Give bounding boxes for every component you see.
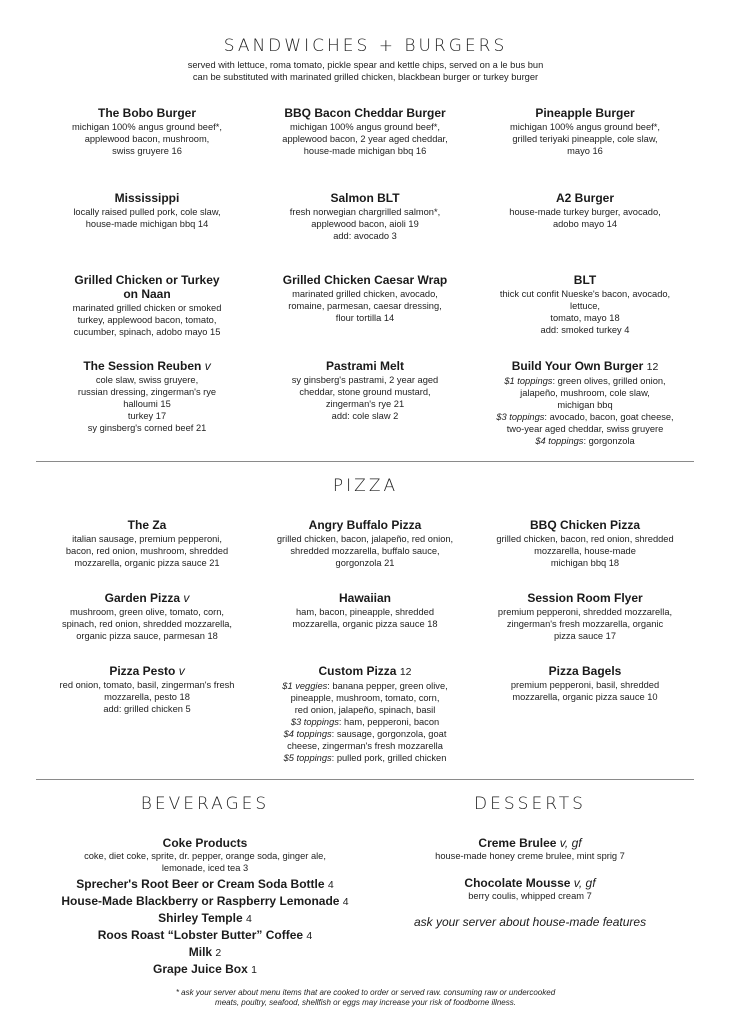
item-description [254, 206, 476, 242]
item-name: Hawaiian [338, 591, 392, 605]
menu-item-session-reuben [36, 359, 258, 434]
beverage-item [40, 961, 370, 978]
desc-line: turkey, applewood bacon, tomato, [77, 315, 217, 325]
desc-line: adobo mayo 14 [552, 219, 618, 229]
dessert-name [375, 876, 685, 890]
desc-line: sy ginsberg's pastrami, 2 year aged [291, 375, 439, 385]
desc-line: house-made michigan bbq 16 [303, 146, 427, 156]
menu-item-bbq-chicken-pizza [474, 518, 696, 569]
item-name [474, 359, 696, 374]
beverage-price: 4 [342, 896, 349, 908]
desc-line: jalapeño, mushroom, cole slaw, [520, 388, 650, 398]
beverages-title: BEVERAGES [140, 794, 270, 814]
item-name: The Bobo Burger [98, 106, 196, 120]
dessert-item-chocolate-mousse [375, 876, 685, 902]
item-name: Pineapple Burger [535, 106, 635, 120]
beverage-description: lemonade, iced tea 3 [161, 863, 249, 873]
desc-line [254, 716, 476, 728]
item-description [474, 375, 696, 447]
item-name [36, 359, 258, 373]
beverage-price: 2 [215, 947, 222, 959]
toppings-text: : pulled pork, grilled chicken [331, 753, 447, 763]
desc-line: organic pizza sauce, parmesan 18 [76, 631, 218, 641]
dessert-description: berry coulis, whipped cream 7 [468, 891, 592, 901]
beverage-item [40, 944, 370, 961]
dietary-qualifier: v [178, 664, 185, 678]
desc-line: gorgonzola 21 [335, 558, 395, 568]
item-description [254, 680, 476, 764]
toppings-label: $5 toppings [283, 753, 332, 763]
beverage-item [40, 876, 370, 893]
desc-line: michigan bbq 18 [550, 558, 620, 568]
beverage-name: Milk [188, 945, 213, 959]
item-name [36, 273, 258, 301]
pizza-title: PIZZA [332, 476, 399, 496]
item-description [474, 288, 696, 336]
desc-line: italian sausage, premium pepperoni, [72, 534, 222, 544]
desc-line: two-year aged cheddar, swiss gruyere [506, 424, 664, 434]
item-name-text: The Session Reuben [83, 359, 202, 373]
item-name: Mississippi [114, 191, 180, 205]
desc-line: mozzarella, organic pizza sauce 21 [74, 558, 220, 568]
desc-line: halloumi 15 [123, 399, 171, 409]
desc-line: zingerman's rye 21 [325, 399, 405, 409]
desc-line: premium pepperoni, shredded mozzarella, [497, 607, 673, 617]
item-name: Salmon BLT [330, 191, 400, 205]
beverage-price: 4 [245, 913, 252, 925]
desc-line: cucumber, spinach, adobo mayo 15 [73, 327, 221, 337]
desc-line: marinated grilled chicken, avocado, [292, 289, 438, 299]
desc-line: applewood bacon, 2 year aged cheddar, [282, 134, 448, 144]
toppings-text: : banana pepper, green olive, [327, 681, 448, 691]
toppings-text: : green olives, grilled onion, [552, 376, 666, 386]
item-description [36, 302, 258, 338]
desc-line: mozzarella, pesto 18 [104, 692, 190, 702]
section-divider [36, 461, 694, 462]
desc-line: flour tortilla 14 [335, 313, 395, 323]
item-name: Session Room Flyer [527, 591, 643, 605]
menu-item-blt [474, 273, 696, 336]
item-description [254, 288, 476, 324]
item-description [474, 679, 696, 703]
item-name-text: Garden Pizza [104, 591, 180, 605]
beverages-list [40, 836, 370, 978]
item-description [36, 206, 258, 230]
desc-line: michigan 100% angus ground beef*, [72, 122, 222, 132]
toppings-text: : ham, pepperoni, bacon [338, 717, 440, 727]
desc-line: marinated grilled chicken or smoked [72, 303, 222, 313]
desc-line: mozzarella, organic pizza sauce 10 [512, 692, 658, 702]
desc-line: tomato, mayo 18 [550, 313, 620, 323]
desc-line: cheddar, stone ground mustard, [299, 387, 431, 397]
desc-line: pizza sauce 17 [553, 631, 617, 641]
desc-line: mushroom, green olive, tomato, corn, [70, 607, 224, 617]
beverage-item [40, 910, 370, 927]
item-description [36, 374, 258, 434]
sandwiches-subtitle-1: served with lettuce, roma tomato, pickle spear and kettle chips, served on a le bus bun [187, 60, 544, 70]
beverage-name: Shirley Temple [158, 911, 243, 925]
menu-item-custom-pizza [254, 664, 476, 764]
item-name-text: Custom Pizza [318, 664, 397, 678]
menu-item-pizza-bagels [474, 664, 696, 703]
desc-line [474, 411, 696, 423]
item-name [254, 664, 476, 679]
desc-line: spinach, red onion, shredded mozzarella, [61, 619, 233, 629]
item-description [254, 374, 476, 422]
desc-line: romaine, parmesan, caesar dressing, [288, 301, 442, 311]
item-description [474, 606, 696, 642]
menu-item-salmon-blt [254, 191, 476, 242]
desc-line: shredded mozzarella, buffalo sauce, [290, 546, 440, 556]
beverage-price: 4 [327, 879, 334, 891]
desc-line: locally raised pulled pork, cole slaw, [73, 207, 221, 217]
item-name-text: Build Your Own Burger [511, 359, 644, 373]
desc-line: swiss gruyere 16 [112, 146, 182, 156]
desc-line: add: smoked turkey 4 [540, 325, 630, 335]
menu-item-build-your-own-burger [474, 359, 696, 447]
beverage-item [40, 893, 370, 910]
dessert-description: house-made honey creme brulee, mint sprig 7 [435, 851, 625, 861]
menu-item-a2-burger [474, 191, 696, 230]
desc-line: fresh norwegian chargrilled salmon*, [289, 207, 441, 217]
desc-line: russian dressing, zingerman's rye [77, 387, 217, 397]
beverage-coke-products: Coke Products [162, 836, 248, 850]
toppings-label: $1 toppings [504, 376, 553, 386]
desc-line: add: cole slaw 2 [331, 411, 399, 421]
item-name: A2 Burger [555, 191, 614, 205]
desc-line: red onion, tomato, basil, zingerman's fresh [59, 680, 235, 690]
disclaimer-line: meats, poultry, seafood, shellfish or eggs may increase your risk of foodborne illness. [215, 998, 516, 1007]
desc-line: applewood bacon, aioli 19 [311, 219, 419, 229]
item-description [474, 206, 696, 230]
desc-line: premium pepperoni, basil, shredded [510, 680, 660, 690]
item-name [36, 664, 258, 678]
desc-line [474, 435, 696, 447]
dietary-qualifier: v [204, 359, 211, 373]
desc-line: turkey 17 [127, 411, 167, 421]
dietary-qualifier: v [183, 591, 190, 605]
item-name [36, 591, 258, 605]
item-description [474, 533, 696, 569]
beverage-description: coke, diet coke, sprite, dr. pepper, orange soda, ginger ale, [84, 851, 326, 861]
item-name: Angry Buffalo Pizza [308, 518, 422, 532]
desc-line: red onion, jalapeño, spinach, basil [294, 705, 436, 715]
item-name: BLT [573, 273, 597, 287]
desc-line [254, 680, 476, 692]
desc-line: applewood bacon, mushroom, [84, 134, 210, 144]
menu-item-garden-pizza [36, 591, 258, 642]
toppings-label: $4 toppings [283, 729, 332, 739]
disclaimer-line: * ask your server about menu items that are cooked to order or served raw. consuming raw or undercooked [175, 988, 556, 997]
menu-item-pineapple-burger [474, 106, 696, 157]
desc-line [254, 752, 476, 764]
item-description [474, 121, 696, 157]
dessert-name-text: Creme Brulee [478, 836, 557, 850]
menu-item-mississippi [36, 191, 258, 230]
menu-item-bbq-bacon-cheddar-burger [254, 106, 476, 157]
menu-item-grilled-chicken-naan [36, 273, 258, 338]
item-name-text: Pizza Pesto [109, 664, 176, 678]
toppings-text: : sausage, gorgonzola, goat [331, 729, 447, 739]
desc-line: michigan 100% angus ground beef*, [290, 122, 440, 132]
desc-line [474, 375, 696, 387]
toppings-label: $1 veggies [282, 681, 328, 691]
beverage-price: 4 [306, 930, 313, 942]
beverage-name: House-Made Blackberry or Raspberry Lemonade [61, 894, 340, 908]
item-description [36, 121, 258, 157]
desc-line: mozzarella, house-made [534, 546, 636, 556]
item-description [254, 533, 476, 569]
section-divider [36, 779, 694, 780]
item-name: The Za [127, 518, 167, 532]
dessert-name [375, 836, 685, 850]
toppings-text: : gorgonzola [583, 436, 635, 446]
raw-food-disclaimer [0, 988, 731, 1008]
desc-line: cheese, zingerman's fresh mozzarella [287, 741, 443, 751]
item-name: BBQ Bacon Cheddar Burger [284, 106, 446, 120]
menu-item-angry-buffalo-pizza [254, 518, 476, 569]
item-name: Pastrami Melt [325, 359, 405, 373]
beverage-item [40, 927, 370, 944]
desc-line: cole slaw, swiss gruyere, [95, 375, 199, 385]
desc-line: lettuce, [570, 301, 600, 311]
desc-line [254, 728, 476, 740]
toppings-text: : avocado, bacon, goat cheese, [544, 412, 674, 422]
desc-line: add: grilled chicken 5 [103, 704, 191, 714]
item-name: Pizza Bagels [548, 664, 622, 678]
desc-line: zingerman's fresh mozzarella, organic [506, 619, 664, 629]
dessert-name-text: Chocolate Mousse [464, 876, 571, 890]
desc-line: grilled teriyaki pineapple, cole slaw, [512, 134, 658, 144]
menu-item-pastrami-melt [254, 359, 476, 422]
item-price: 12 [646, 361, 659, 373]
desc-line: pineapple, mushroom, tomato, corn, [290, 693, 440, 703]
beverage-name: Sprecher's Root Beer or Cream Soda Bottle [76, 877, 325, 891]
desc-line: mayo 16 [567, 146, 603, 156]
desc-line: house-made michigan bbq 14 [85, 219, 209, 229]
item-description [36, 533, 258, 569]
item-description [36, 606, 258, 642]
desc-line: sy ginsberg's corned beef 21 [87, 423, 207, 433]
menu-item-session-room-flyer [474, 591, 696, 642]
desc-line: bacon, red onion, mushroom, shredded [65, 546, 229, 556]
menu-item-pizza-pesto [36, 664, 258, 715]
item-name-line: on Naan [123, 287, 171, 301]
desc-line: grilled chicken, bacon, red onion, shredded [496, 534, 674, 544]
item-name: Grilled Chicken Caesar Wrap [282, 273, 448, 287]
item-name-line: Grilled Chicken or Turkey [74, 273, 220, 287]
desc-line: house-made turkey burger, avocado, [509, 207, 661, 217]
desserts-title: DESSERTS [474, 794, 586, 814]
desc-line: ham, bacon, pineapple, shredded [295, 607, 434, 617]
sandwiches-subtitle-2: can be substituted with marinated grilled chicken, blackbean burger or turkey burger [192, 72, 539, 82]
item-price: 12 [399, 666, 412, 678]
toppings-label: $3 toppings [496, 412, 545, 422]
item-name: BBQ Chicken Pizza [529, 518, 641, 532]
menu-item-the-za [36, 518, 258, 569]
item-description [254, 121, 476, 157]
beverage-name: Grape Juice Box [153, 962, 248, 976]
menu-item-hawaiian [254, 591, 476, 630]
desc-line: michigan 100% angus ground beef*, [510, 122, 660, 132]
desc-line: thick cut confit Nueske's bacon, avocado, [499, 289, 671, 299]
toppings-label: $4 toppings [535, 436, 584, 446]
desc-line: mozzarella, organic pizza sauce 18 [292, 619, 438, 629]
dessert-item-creme-brulee [375, 836, 685, 862]
sandwiches-title: SANDWICHES + BURGERS [223, 36, 508, 56]
toppings-label: $3 toppings [290, 717, 339, 727]
beverage-name: Roos Roast “Lobster Butter” Coffee [97, 928, 304, 942]
menu-item-caesar-wrap [254, 273, 476, 324]
dietary-qualifier: v, gf [573, 876, 596, 890]
item-description [254, 606, 476, 630]
beverage-price: 1 [251, 964, 257, 976]
house-made-features-note: ask your server about house-made features [413, 915, 647, 929]
desc-line: michigan bbq [557, 400, 613, 410]
dietary-qualifier: v, gf [559, 836, 582, 850]
menu-item-bobo-burger [36, 106, 258, 157]
desc-line: add: avocado 3 [333, 231, 397, 241]
item-description [36, 679, 258, 715]
desc-line: grilled chicken, bacon, jalapeño, red onion, [276, 534, 454, 544]
